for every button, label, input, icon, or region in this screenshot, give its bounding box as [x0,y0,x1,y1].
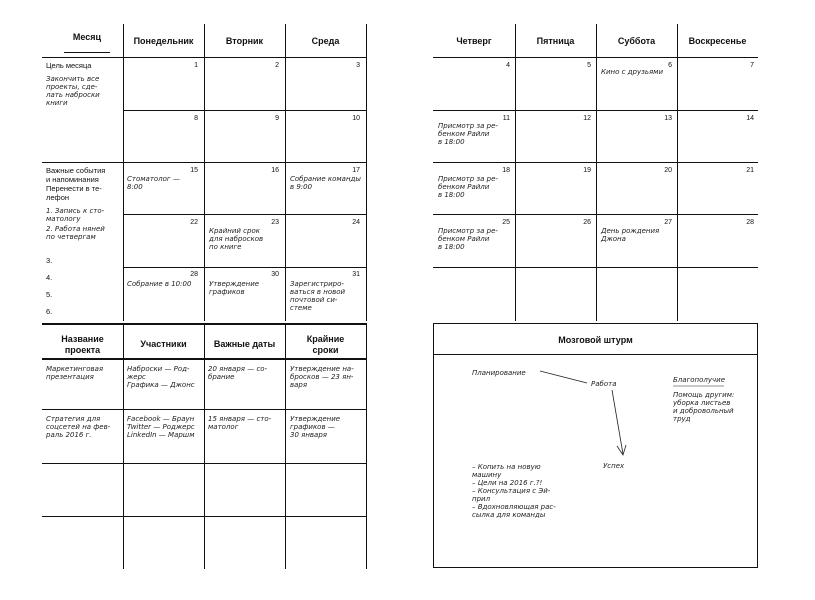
day-number: 25 [502,219,510,226]
event-item: 4. [46,273,53,282]
calendar-entry: Собрание команды в 9:00 [290,175,361,191]
events-label: Важные события и напоминания Перенести в те- лефон [46,166,106,202]
column-header: Участники [140,339,187,349]
calendar-entry: Зарегистриро- ваться в новой почтовой си- стеме [290,280,346,312]
day-number: 16 [271,167,279,174]
day-number: 20 [664,167,672,174]
table-cell: 15 января — сто- матолог [208,415,272,431]
day-number: 6 [668,62,672,69]
day-number: 2 [275,62,279,69]
column-header: Название проекта [61,334,104,355]
table-cell: Наброски — Род- жерс Графика — Джонс [127,365,195,389]
brainstorm-node-planning: Планирование [472,369,526,377]
day-number: 26 [583,219,591,226]
goal-text: Закончить все проекты, сде- лать наброски книги [46,75,100,107]
day-number: 9 [275,115,279,122]
calendar-entry: Собрание в 10:00 [127,280,192,288]
calendar-entry: Крайний срок для набросков по книге [209,227,264,251]
brainstorm-wellbeing-text: Помощь другим: уборка листьев и добровольный труд [673,391,735,423]
day-header-saturday: Суббота [617,36,656,46]
day-number: 19 [583,167,591,174]
day-number: 4 [506,62,510,69]
day-number: 24 [352,219,360,226]
day-number: 7 [750,62,754,69]
day-number: 22 [190,219,198,226]
day-header-thursday: Четверг [456,36,492,46]
calendar-entry: Присмотр за ре- бенком Райли в 18:00 [438,122,498,146]
day-number: 28 [190,271,198,278]
day-number: 13 [664,115,672,122]
column-header: Крайние сроки [306,334,345,355]
calendar-entry: Кино с друзьями [601,68,663,76]
brainstorm-title: Мозговой штурм [558,335,633,345]
brainstorm-node-work: Работа [591,380,617,388]
day-number: 1 [194,62,198,69]
day-number: 17 [352,167,360,174]
day-number: 11 [502,115,510,122]
day-number: 28 [746,219,754,226]
brainstorm-arrows [434,324,757,567]
event-item: 3. [46,256,53,265]
calendar-entry: Присмотр за ре- бенком Райли в 18:00 [438,227,498,251]
day-number: 27 [664,219,672,226]
day-number: 12 [583,115,591,122]
day-number: 18 [502,167,510,174]
brainstorm-list: – Копить на новую машину – Цели на 2016 г.?! – Консультация с Эй- прил – Вдохновляющая рас- сылка для команды [472,463,556,519]
day-number: 23 [271,219,279,226]
day-number: 21 [746,167,754,174]
day-header-tuesday: Вторник [225,36,264,46]
day-number: 31 [352,271,360,278]
day-number: 8 [194,115,198,122]
column-header: Важные даты [213,339,276,349]
brainstorm-node-wellbeing: Благополучие [673,376,725,384]
event-item: 6. [46,307,53,316]
table-cell: Маркетинговая презентация [46,365,104,381]
month-header: Месяц [72,32,102,42]
calendar-entry: Утверждение графиков [209,280,260,296]
day-header-monday: Понедельник [133,36,194,46]
day-number: 14 [746,115,754,122]
calendar-entry: Присмотр за ре- бенком Райли в 18:00 [438,175,498,199]
day-number: 15 [190,167,198,174]
goal-label: Цель месяца [46,61,92,70]
day-number: 3 [356,62,360,69]
event-item: 2. Работа няней по четвергам [46,225,105,241]
day-header-sunday: Воскресенье [688,36,747,46]
brainstorm-node-success: Успех [603,462,625,470]
table-cell: Стратегия для соцсетей на фев- раль 2016 г. [46,415,111,439]
table-cell: Facebook — Браун Twitter — Роджерс LinkedIn — Маршм [127,415,195,439]
day-number: 5 [587,62,591,69]
calendar-entry: День рождения Джона [601,227,660,243]
event-item: 5. [46,290,53,299]
day-header-friday: Пятница [536,36,575,46]
calendar-entry: Стоматолог — 8:00 [127,175,180,191]
table-cell: 20 января — со- брание [208,365,268,381]
table-cell: Утверждение графиков — 30 января [290,415,341,439]
event-item: 1. Запись к сто- матологу [46,207,105,223]
brainstorm-box [433,323,758,568]
day-number: 30 [271,271,279,278]
table-cell: Утверждение на- бросков — 23 ян- варя [290,365,354,389]
day-number: 10 [352,115,360,122]
day-header-wednesday: Среда [311,36,340,46]
